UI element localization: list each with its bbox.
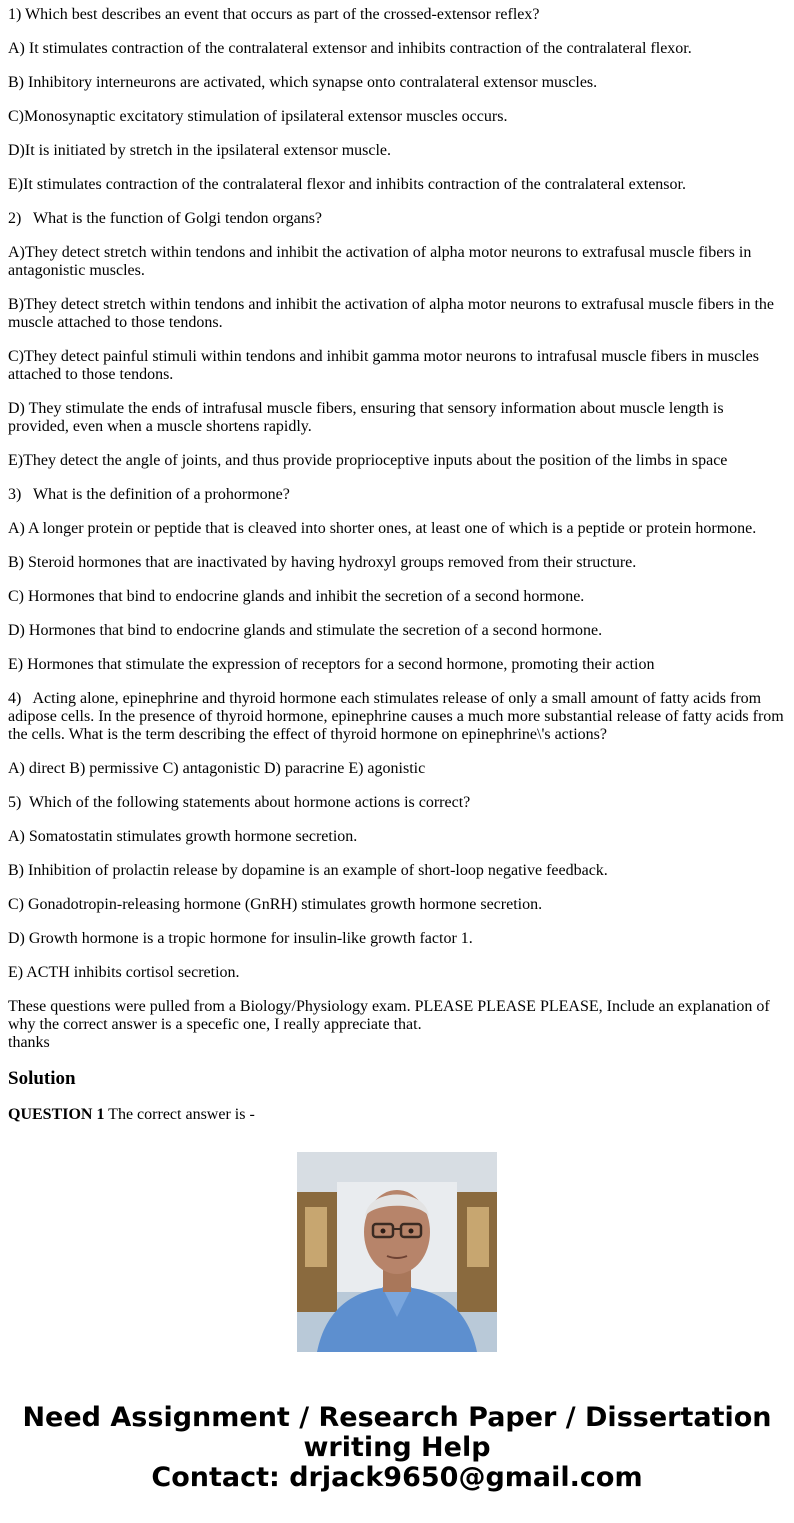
closing-thanks: thanks [8,1034,50,1051]
solution-heading: Solution [8,1068,76,1089]
question-5-option-c: C) Gonadotropin-releasing hormone (GnRH) stimulates growth hormone secretion. [8,896,543,913]
question-2-option-b: B)They detect stretch within tendons and inhibit the activation of alpha motor neurons to extrafusal muscle fibers in the muscle attached to those tendons. [8,296,775,331]
question-4-prompt: 4) Acting alone, epinephrine and thyroid hormone each stimulates release of only a small amount of fatty acids from adipose cells. In the presence of thyroid hormone, epinephrine causes a much more substantial release of fatty acids from the cells. What is the term describing the effect of thyroid hormone on epinephrine\'s actions? [8,690,788,743]
question-1-prompt: 1) Which best describes an event that occurs as part of the crossed-extensor reflex? [8,6,540,23]
question-2-option-a: A)They detect stretch within tendons and inhibit the activation of alpha motor neurons to extrafusal muscle fibers in antagonistic muscles. [8,244,752,279]
question-2-prompt: 2) What is the function of Golgi tendon organs? [8,210,323,227]
question-3-prompt: 3) What is the definition of a prohormone? [8,486,290,503]
question-5-option-a: A) Somatostatin stimulates growth hormone secretion. [8,828,358,845]
question-4-options: A) direct B) permissive C) antagonistic D) paracrine E) agonistic [8,760,426,777]
question-5-option-d: D) Growth hormone is a tropic hormone for insulin-like growth factor 1. [8,930,473,947]
closing-request: These questions were pulled from a Biology/Physiology exam. PLEASE PLEASE PLEASE, Include an explanation of why the correct answer is a specefic one, I really appreciate that. [8,998,770,1033]
question-3-option-c: C) Hormones that bind to endocrine glands and inhibit the secretion of a second hormone. [8,588,585,605]
question-2-option-d: D) They stimulate the ends of intrafusal muscle fibers, ensuring that sensory information about muscle length is provided, even when a muscle shortens rapidly. [8,400,724,435]
author-avatar [297,1152,497,1352]
question-5-prompt: 5) Which of the following statements about hormone actions is correct? [8,794,471,811]
question-3-option-d: D) Hormones that bind to endocrine glands and stimulate the secretion of a second hormone. [8,622,603,639]
question-1-option-e: E)It stimulates contraction of the contralateral flexor and inhibits contraction of the contralateral extensor. [8,176,686,193]
question-2-option-c: C)They detect painful stimuli within tendons and inhibit gamma motor neurons to intrafusal muscle fibers in muscles attached to those tendons. [8,348,759,383]
solution-question-1-text: The correct answer is - [104,1106,255,1123]
question-3-option-b: B) Steroid hormones that are inactivated by having hydroxyl groups removed from their structure. [8,554,637,571]
question-5-option-e: E) ACTH inhibits cortisol secretion. [8,964,240,981]
question-1-option-b: B) Inhibitory interneurons are activated, which synapse onto contralateral extensor muscles. [8,74,598,91]
contact-banner-headline: Need Assignment / Research Paper / Dissertation writing Help [22,1402,772,1463]
solution-question-1-label: QUESTION 1 [8,1106,105,1123]
question-1-option-a: A) It stimulates contraction of the contralateral extensor and inhibits contraction of the contralateral flexor. [8,40,692,57]
author-portrait-image [297,1152,497,1352]
question-2-option-e: E)They detect the angle of joints, and thus provide proprioceptive inputs about the position of the limbs in space [8,452,728,469]
solution-question-1 [8,1106,786,1124]
question-3-option-a: A) A longer protein or peptide that is cleaved into shorter ones, at least one of which is a peptide or protein hormone. [8,520,757,537]
contact-banner [0,1403,794,1493]
closing-note [8,998,786,1052]
question-1-option-c: C)Monosynaptic excitatory stimulation of ipsilateral extensor muscles occurs. [8,108,508,125]
document-body [8,6,786,1122]
contact-banner-email: Contact: drjack9650@gmail.com [151,1462,643,1493]
question-1-option-d: D)It is initiated by stretch in the ipsilateral extensor muscle. [8,142,392,159]
question-3-option-e: E) Hormones that stimulate the expression of receptors for a second hormone, promoting their action [8,656,655,673]
question-5-option-b: B) Inhibition of prolactin release by dopamine is an example of short-loop negative feedback. [8,862,608,879]
